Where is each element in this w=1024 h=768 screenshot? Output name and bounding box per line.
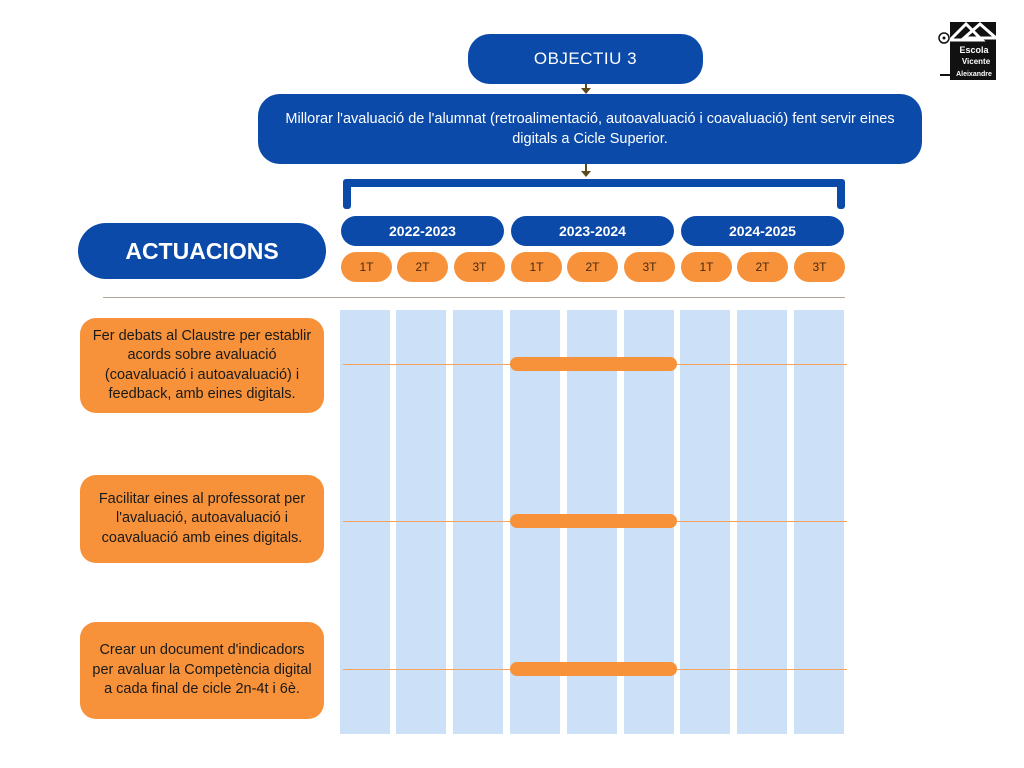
- year-header: 2022-2023: [341, 216, 504, 246]
- school-logo: [936, 18, 999, 82]
- term-column: [794, 310, 844, 734]
- actions-title: ACTUACIONS: [78, 223, 326, 279]
- year-header: 2024-2025: [681, 216, 844, 246]
- logo-line3: Aleixandre: [956, 71, 992, 78]
- term-column: [453, 310, 503, 734]
- term-label: 2T: [737, 252, 788, 282]
- term-column: [680, 310, 730, 734]
- term-label: 2T: [567, 252, 618, 282]
- action-item: Crear un document d'indicadors per avaluar la Competència digital a cada final de cicle 2n-4t i 6è.: [80, 622, 324, 719]
- term-label: 2T: [397, 252, 448, 282]
- term-label: 3T: [624, 252, 675, 282]
- timeline-bracket: [343, 179, 845, 209]
- action-item: Fer debats al Claustre per establir acords sobre avaluació (coavaluació i autoavaluació) i feedback, amb eines digitals.: [80, 318, 324, 413]
- year-header: 2023-2024: [511, 216, 674, 246]
- divider: [103, 297, 845, 298]
- term-label: 1T: [681, 252, 732, 282]
- term-column: [396, 310, 446, 734]
- term-label: 1T: [511, 252, 562, 282]
- objective-title: OBJECTIU 3: [468, 34, 703, 84]
- term-label: 3T: [794, 252, 845, 282]
- term-column: [737, 310, 787, 734]
- logo-line2: Vicente: [961, 57, 991, 66]
- action-item: Facilitar eines al professorat per l'avaluació, autoavaluació i coavaluació amb eines digitals.: [80, 475, 324, 563]
- goal-description: Millorar l'avaluació de l'alumnat (retroalimentació, autoavaluació i coavaluació) fent servir eines digitals a Cicle Superior.: [258, 94, 922, 164]
- logo-line1: Escola: [959, 45, 989, 55]
- term-label: 3T: [454, 252, 505, 282]
- gantt-bar: [510, 357, 677, 371]
- gantt-bar: [510, 662, 677, 676]
- term-label: 1T: [341, 252, 392, 282]
- gantt-bar: [510, 514, 677, 528]
- term-column: [340, 310, 390, 734]
